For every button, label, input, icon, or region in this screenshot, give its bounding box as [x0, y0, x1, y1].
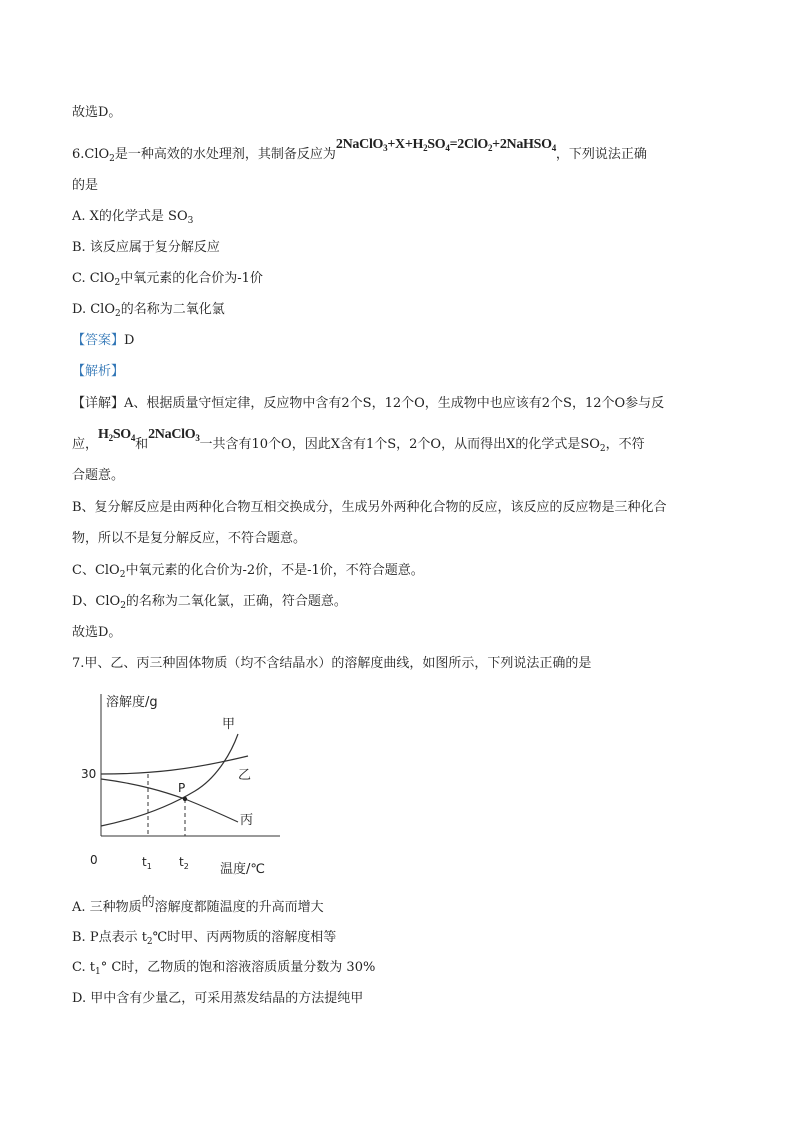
solubility-chart — [80, 686, 300, 880]
q7-option-b: B. P点表示 $t_2℃$时甲、丙两物质的溶解度相等 — [72, 930, 337, 947]
detail-line-2: 应，$H_2SO_4$和2NaClO$_3$一共含有10个O，因此X含有1个S，2个O，从而得出X的化学式是$SO_2$，不符 — [72, 427, 645, 454]
series-bing-label: 丙 — [240, 813, 254, 828]
series-jia-label: 甲 — [222, 717, 236, 732]
option-b: B. 该反应属于复分解反应 — [72, 240, 220, 255]
q7-option-d: D. 甲中含有少量乙，可采用蒸发结晶的方法提纯甲 — [72, 991, 364, 1006]
x-axis-label: 温度/℃ — [220, 862, 265, 877]
detail-line-1: 【详解】A、根据质量守恒定律，反应物中含有2个S，12个O，生成物中也应该有2个S，12个O参与反 — [72, 396, 665, 411]
point-p-label: P — [178, 781, 186, 795]
text-line: 故选D。 — [72, 105, 122, 120]
answer-line: 【答案】D — [72, 333, 135, 348]
x-tick-t2: $t_2$ — [179, 855, 189, 871]
y-axis-label: 溶解度/g — [106, 695, 158, 710]
series-bing-curve — [101, 779, 238, 822]
question-7-stem: 7.甲、乙、丙三种固体物质（均不含结晶水）的溶解度曲线，如图所示，下列说法正确的是 — [72, 656, 592, 671]
question-6-stem-cont: 的是 — [72, 178, 99, 193]
question-6-stem: 6.ClO$_2$是一种高效的水处理剂，其制备反应为$2NaClO_3+X+H_2SO_4=2ClO_2+2NaHSO_4$，下列说法正确 — [72, 137, 647, 164]
origin-label: 0 — [90, 853, 98, 867]
analysis-label: 【解析】 — [72, 364, 125, 379]
detail-c: C、ClO$_2$中氧元素的化合价为-2价，不是-1价，不符合题意。 — [72, 563, 424, 580]
x-tick-t1: $t_1$ — [142, 855, 152, 871]
option-d: D. ClO$_2$的名称为二氧化氯 — [72, 302, 225, 319]
detail-b-1: B、复分解反应是由两种化合物互相交换成分，生成另外两种化合物的反应，该反应的反应物是三种化合 — [72, 500, 667, 515]
y-tick-30: 30 — [81, 767, 97, 781]
conclusion: 故选D。 — [72, 625, 122, 640]
option-a: A. X的化学式是 $SO_3$ — [72, 209, 194, 226]
option-c: C. ClO$_2$中氧元素的化合价为-1价 — [72, 271, 263, 288]
detail-b-2: 物，所以不是复分解反应，不符合题意。 — [72, 531, 307, 546]
series-yi-label: 乙 — [238, 768, 252, 783]
detail-d: D、ClO$_2$的名称为二氧化氯，正确，符合题意。 — [72, 594, 347, 611]
reaction-equation: $2NaClO_3+X+H_2SO_4=2ClO_2+2NaHSO_4$ — [335, 137, 556, 153]
q7-option-c: C. $t_1^\circ$ C时，乙物质的饱和溶液溶质质量分数为 30% — [72, 960, 376, 977]
intersection-point-p — [183, 797, 187, 801]
q7-option-a: A. 三种物质的溶解度都随温度的升高而增大 — [72, 895, 324, 915]
detail-line-3: 合题意。 — [72, 468, 125, 483]
